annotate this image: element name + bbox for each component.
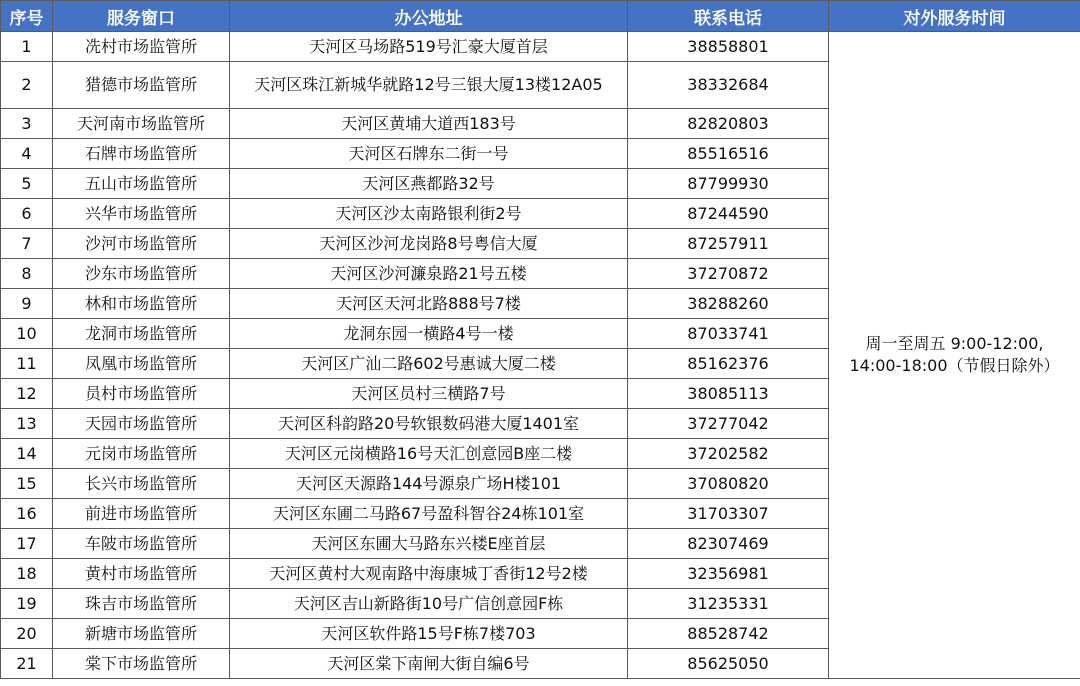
row-window-name: 车陂市场监管所 <box>53 529 230 559</box>
row-window-name: 林和市场监管所 <box>53 289 230 319</box>
row-index: 7 <box>1 229 53 259</box>
row-index: 6 <box>1 199 53 229</box>
row-phone: 38288260 <box>628 289 829 319</box>
row-phone: 85625050 <box>628 649 829 679</box>
table-row <box>1 32 1080 62</box>
row-address: 天河区天河北路888号7楼 <box>230 289 628 319</box>
row-index: 17 <box>1 529 53 559</box>
row-address: 天河区珠江新城华就路12号三银大厦13楼12A05 <box>230 62 628 109</box>
row-window-name: 石牌市场监管所 <box>53 139 230 169</box>
row-window-name: 兴华市场监管所 <box>53 199 230 229</box>
row-address: 天河区黄埔大道西183号 <box>230 109 628 139</box>
row-phone: 31235331 <box>628 589 829 619</box>
row-index: 20 <box>1 619 53 649</box>
row-phone: 85162376 <box>628 349 829 379</box>
row-index: 5 <box>1 169 53 199</box>
row-window-name: 沙河市场监管所 <box>53 229 230 259</box>
row-window-name: 黄村市场监管所 <box>53 559 230 589</box>
row-address: 天河区沙太南路银利街2号 <box>230 199 628 229</box>
header-window: 服务窗口 <box>53 1 230 32</box>
row-phone: 38085113 <box>628 379 829 409</box>
service-hours-line-2: 14:00-18:00（节假日除外） <box>849 356 1060 375</box>
row-index: 13 <box>1 409 53 439</box>
header-index: 序号 <box>1 1 53 32</box>
service-hours-cell <box>829 32 1080 679</box>
row-address: 天河区科韵路20号软银数码港大厦1401室 <box>230 409 628 439</box>
row-index: 15 <box>1 469 53 499</box>
row-window-name: 龙洞市场监管所 <box>53 319 230 349</box>
row-address: 天河区广汕二路602号惠诚大厦二楼 <box>230 349 628 379</box>
row-address: 天河区员村三横路7号 <box>230 379 628 409</box>
row-window-name: 珠吉市场监管所 <box>53 589 230 619</box>
row-phone: 38858801 <box>628 32 829 62</box>
row-window-name: 冼村市场监管所 <box>53 32 230 62</box>
header-row <box>1 1 1080 32</box>
row-index: 19 <box>1 589 53 619</box>
row-index: 4 <box>1 139 53 169</box>
row-phone: 85516516 <box>628 139 829 169</box>
row-index: 10 <box>1 319 53 349</box>
table-body <box>1 32 1080 679</box>
row-index: 16 <box>1 499 53 529</box>
row-phone: 37270872 <box>628 259 829 289</box>
row-window-name: 前进市场监管所 <box>53 499 230 529</box>
row-index: 1 <box>1 32 53 62</box>
row-address: 天河区元岗横路16号天汇创意园B座二楼 <box>230 439 628 469</box>
row-window-name: 凤凰市场监管所 <box>53 349 230 379</box>
row-address: 天河区吉山新路街10号广信创意园F栋 <box>230 589 628 619</box>
row-window-name: 长兴市场监管所 <box>53 469 230 499</box>
row-phone: 37202582 <box>628 439 829 469</box>
row-address: 天河区沙河龙岗路8号粤信大厦 <box>230 229 628 259</box>
row-index: 12 <box>1 379 53 409</box>
header-address: 办公地址 <box>230 1 628 32</box>
row-phone: 37080820 <box>628 469 829 499</box>
row-phone: 82307469 <box>628 529 829 559</box>
row-address: 龙洞东园一横路4号一楼 <box>230 319 628 349</box>
row-window-name: 新塘市场监管所 <box>53 619 230 649</box>
row-phone: 32356981 <box>628 559 829 589</box>
header-phone: 联系电话 <box>628 1 829 32</box>
row-address: 天河区天源路144号源泉广场H楼101 <box>230 469 628 499</box>
row-index: 21 <box>1 649 53 679</box>
row-index: 11 <box>1 349 53 379</box>
row-address: 天河区东圃大马路东兴楼E座首层 <box>230 529 628 559</box>
row-phone: 87033741 <box>628 319 829 349</box>
row-address: 天河区棠下南闸大街自编6号 <box>230 649 628 679</box>
row-window-name: 元岗市场监管所 <box>53 439 230 469</box>
row-address: 天河区马场路519号汇豪大厦首层 <box>230 32 628 62</box>
row-window-name: 棠下市场监管所 <box>53 649 230 679</box>
row-phone: 87799930 <box>628 169 829 199</box>
row-address: 天河区石牌东二街一号 <box>230 139 628 169</box>
row-phone: 31703307 <box>628 499 829 529</box>
header-hours: 对外服务时间 <box>829 1 1080 32</box>
row-window-name: 沙东市场监管所 <box>53 259 230 289</box>
row-phone: 87244590 <box>628 199 829 229</box>
row-index: 9 <box>1 289 53 319</box>
row-phone: 82820803 <box>628 109 829 139</box>
row-window-name: 员村市场监管所 <box>53 379 230 409</box>
row-window-name: 天园市场监管所 <box>53 409 230 439</box>
row-index: 2 <box>1 62 53 109</box>
row-phone: 87257911 <box>628 229 829 259</box>
row-phone: 38332684 <box>628 62 829 109</box>
row-index: 14 <box>1 439 53 469</box>
row-address: 天河区沙河濂泉路21号五楼 <box>230 259 628 289</box>
row-address: 天河区黄村大观南路中海康城丁香街12号2楼 <box>230 559 628 589</box>
row-window-name: 天河南市场监管所 <box>53 109 230 139</box>
row-window-name: 猎德市场监管所 <box>53 62 230 109</box>
row-index: 8 <box>1 259 53 289</box>
row-index: 18 <box>1 559 53 589</box>
row-window-name: 五山市场监管所 <box>53 169 230 199</box>
row-phone: 88528742 <box>628 619 829 649</box>
row-index: 3 <box>1 109 53 139</box>
row-address: 天河区软件路15号F栋7楼703 <box>230 619 628 649</box>
row-address: 天河区东圃二马路67号盈科智谷24栋101室 <box>230 499 628 529</box>
row-phone: 37277042 <box>628 409 829 439</box>
row-address: 天河区燕都路32号 <box>230 169 628 199</box>
service-hours-line-1: 周一至周五 9:00-12:00, <box>865 334 1044 353</box>
